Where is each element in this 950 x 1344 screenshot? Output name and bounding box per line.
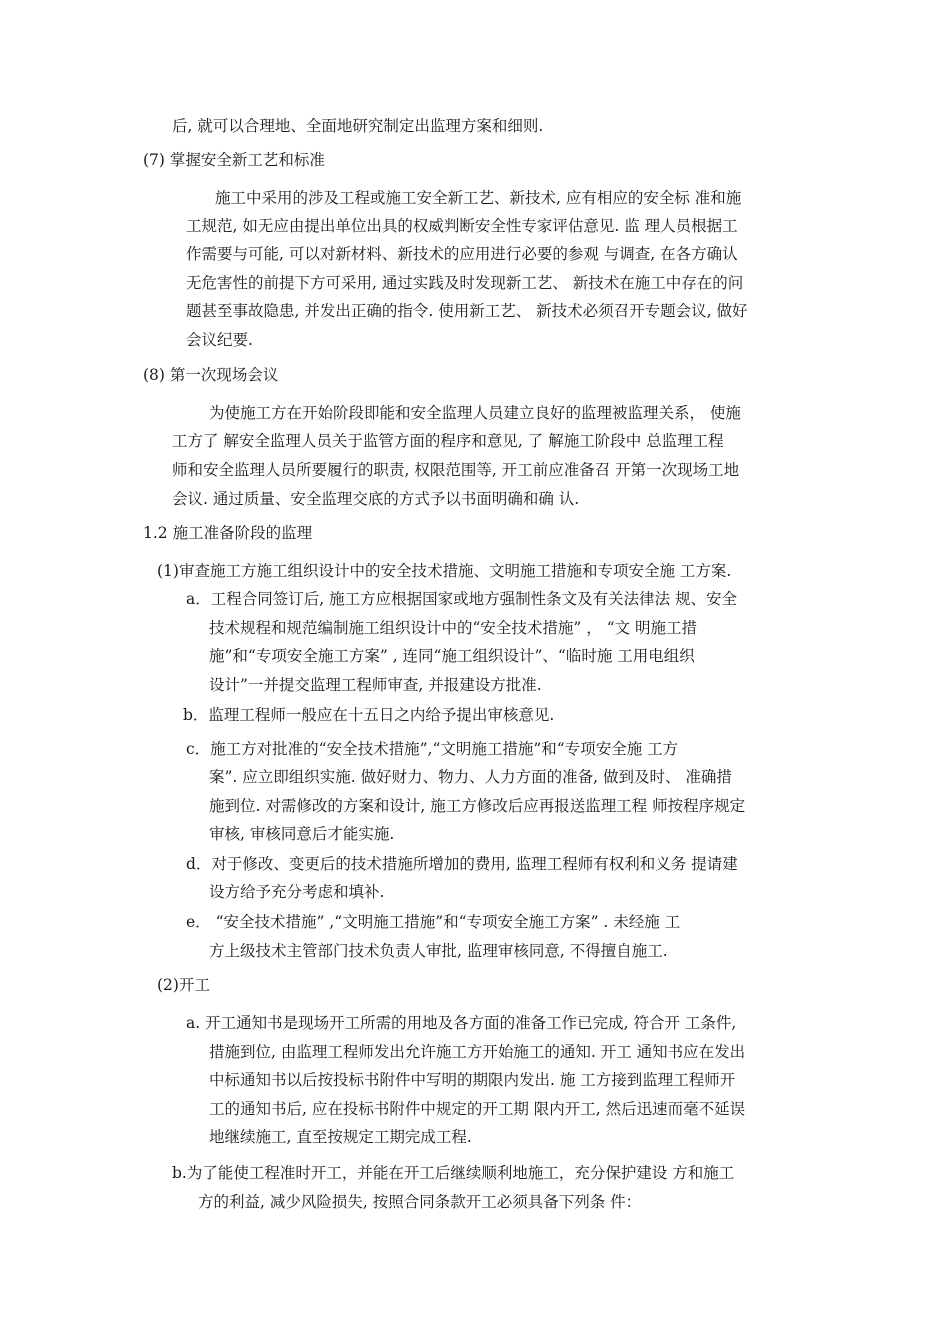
paragraph-line: 中标通知书以后按投标书附件中写明的期限内发出. 施 工方接到监理工程师开	[209, 1071, 736, 1089]
paragraph-line: 作需要与可能, 可以对新材料、新技术的应用进行必要的参观 与调查, 在各方确认	[186, 245, 738, 263]
list-item-d: d．对于修改、变更后的技术措施所增加的费用, 监理工程师有权利和义务 提请建	[186, 855, 738, 873]
section-heading-8: (8) 第一次现场会议	[143, 366, 279, 384]
list-item-b: b．监理工程师一般应在十五日之内给予提出审核意见.	[183, 706, 555, 724]
list-item-heading: (2)开工	[157, 976, 210, 994]
paragraph-line: 措施到位, 由监理工程师发出允许施工方开始施工的通知. 开工 通知书应在发出	[209, 1043, 746, 1061]
list-item-a: a. 开工通知书是现场开工所需的用地及各方面的准备工作已完成, 符合开 工条件,	[186, 1014, 737, 1032]
section-heading-1-2: 1.2 施工准备阶段的监理	[143, 524, 313, 542]
paragraph-line: 无危害性的前提下方可采用, 通过实践及时发现新工艺、 新技术在施工中存在的问	[186, 274, 744, 292]
paragraph-line: 题甚至事故隐患, 并发出正确的指令. 使用新工艺、 新技术必须召开专题会议, 做好	[186, 302, 748, 320]
paragraph-line: 会议. 通过质量、安全监理交底的方式予以书面明确和确 认.	[172, 490, 580, 508]
paragraph-line: 方上级技术主管部门技术负责人审批, 监理审核同意, 不得擅自施工.	[209, 942, 668, 960]
list-item-c: c．施工方对批准的“安全技术措施”,“文明施工措施”和“专项安全施 工方	[186, 740, 679, 758]
paragraph-line: 地继续施工, 直至按规定工期完成工程.	[209, 1128, 472, 1146]
paragraph-line: 会议纪要.	[186, 331, 253, 349]
paragraph-line: 工方了 解安全监理人员关于监管方面的程序和意见, 了 解施工阶段中 总监理工程	[172, 432, 724, 450]
list-item-e: e． “安全技术措施” ,“文明施工措施”和“专项安全施工方案” . 未经施 工	[186, 913, 681, 931]
paragraph-line: 设方给予充分考虑和填补.	[209, 883, 385, 901]
paragraph-line: 为使施工方在开始阶段即能和安全监理人员建立良好的监理被监理关系， 使施	[209, 404, 741, 422]
paragraph-line: 施”和“专项安全施工方案” , 连同“施工组织设计”、“临时施 工用电组织	[209, 647, 695, 665]
list-item-b: b.为了能使工程准时开工，并能在开工后继续顺利地施工，充分保护建设 方和施工	[172, 1164, 735, 1182]
paragraph-line: 后, 就可以合理地、全面地研究制定出监理方案和细则.	[172, 117, 544, 135]
paragraph-line: 案”. 应立即组织实施. 做好财力、物力、人力方面的准备, 做到及时、 准确措	[209, 768, 732, 786]
list-item-heading: (1)审查施工方施工组织设计中的安全技术措施、文明施工措施和专项安全施 工方案.	[157, 562, 732, 580]
paragraph-line: 师和安全监理人员所要履行的职责, 权限范围等, 开工前应准备召 开第一次现场工地	[172, 461, 740, 479]
paragraph-line: 设计”一并提交监理工程师审查, 并报建设方批准.	[209, 676, 542, 694]
paragraph-line: 工的通知书后, 应在投标书附件中规定的开工期 限内开工, 然后迅速而毫不延误	[209, 1100, 746, 1118]
paragraph-line: 审核, 审核同意后才能实施.	[209, 825, 395, 843]
paragraph-line: 施工中采用的涉及工程或施工安全新工艺、新技术, 应有相应的安全标 准和施	[215, 189, 742, 207]
paragraph-line: 方的利益, 减少风险损失, 按照合同条款开工必须具备下列条 件：	[198, 1193, 642, 1211]
paragraph-line: 工规范, 如无应由提出单位出具的权威判断安全性专家评估意见. 监 理人员根据工	[186, 217, 738, 235]
paragraph-line: 技术规程和规范编制施工组织设计中的“安全技术措施” ， “文 明施工措	[209, 619, 698, 637]
list-item-a: a．工程合同签订后, 施工方应根据国家或地方强制性条文及有关法律法 规、安全	[186, 590, 738, 608]
section-heading-7: (7) 掌握安全新工艺和标准	[143, 151, 325, 169]
paragraph-line: 施到位. 对需修改的方案和设计, 施工方修改后应再报送监理工程 师按程序规定	[209, 797, 746, 815]
